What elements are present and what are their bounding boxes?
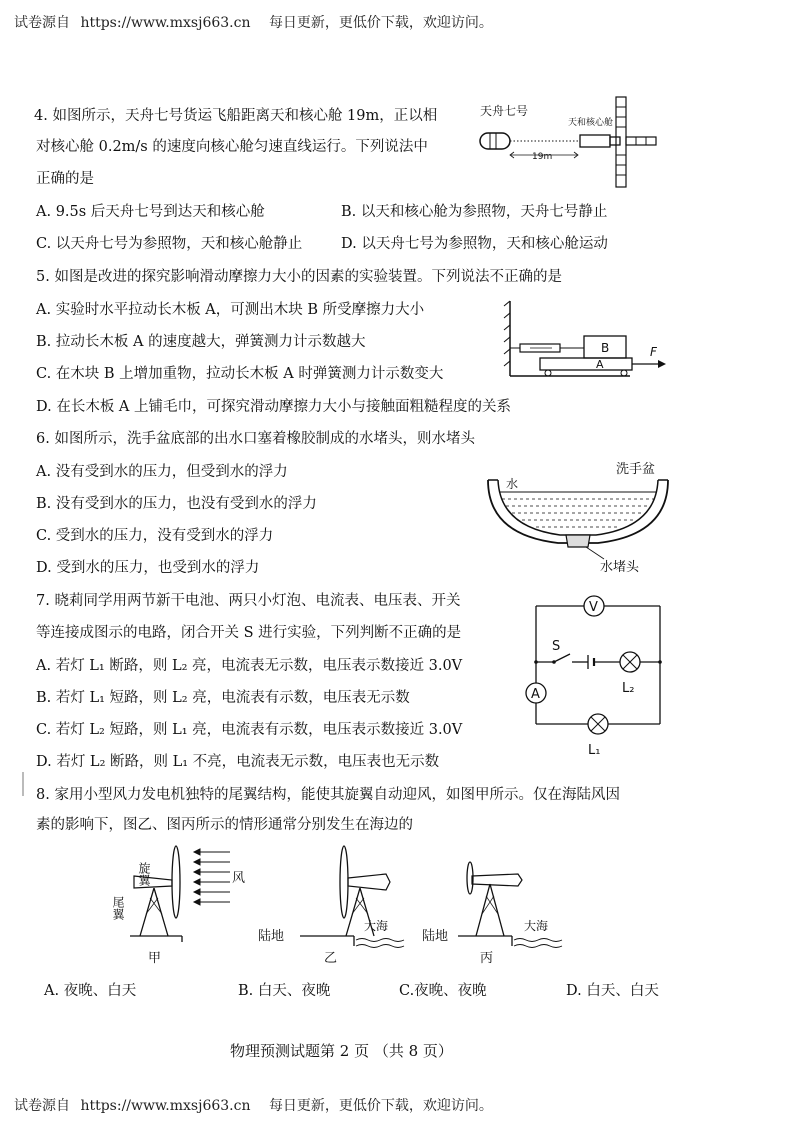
q5-option-a: A. 实验时水平拉动长木板 A，可测出木块 B 所受摩擦力大小 [36, 302, 425, 318]
q8-fig-label-wind: 风 [232, 871, 246, 886]
tianzhou-capsule [480, 133, 510, 149]
q6-option-b: B. 没有受到水的压力，也没有受到水的浮力 [36, 496, 317, 512]
q4-option-c: C. 以天舟七号为参照物，天和核心舱静止 [36, 236, 303, 252]
q6-fig-label-basin: 洗手盆 [616, 462, 656, 477]
q8-fig-label-sea-yi: 大海 [364, 919, 389, 933]
tianhe-module [580, 135, 610, 147]
q8-option-b: B. 白天、夜晚 [238, 983, 331, 999]
q8-line2: 素的影响下，图乙、图丙所示的情形通常分别发生在海边的 [36, 817, 413, 833]
q5-option-b: B. 拉动长木板 A 的速度越大，弹簧测力计示数越大 [36, 334, 366, 350]
bottom-watermark [14, 1095, 493, 1115]
margin-mark [22, 772, 24, 796]
page-footer-title: 物理预测试题第 2 页 （共 8 页） [230, 1042, 453, 1060]
q5-option-c: C. 在木块 B 上增加重物，拉动长木板 A 时弹簧测力计示数变大 [36, 366, 444, 382]
q8-fig-label-land-yi: 陆地 [258, 929, 285, 944]
q6-stem: 6. 如图所示，洗手盆底部的出水口塞着橡胶制成的水堵头，则水堵头 [36, 431, 475, 447]
q4-figure [470, 95, 670, 195]
q7-option-a: A. 若灯 L₁ 断路，则 L₂ 亮，电流表无示数，电压表示数接近 3.0V [36, 658, 463, 674]
q5-fig-label-a: A [596, 358, 604, 371]
watermark-source-bottom: 试卷源自 [14, 1098, 70, 1114]
board-a [540, 358, 632, 370]
q8-fig-label-tail: 尾翼 [111, 896, 125, 920]
q7-fig-label-l2: L₂ [622, 681, 635, 696]
q6-option-d: D. 受到水的压力，也受到水的浮力 [36, 560, 260, 576]
watermark-slogan: 每日更新，更低价下载，欢迎访问。 [268, 15, 493, 31]
q5-figure [500, 296, 670, 386]
q4-option-b: B. 以天和核心舱为参照物，天舟七号静止 [341, 204, 608, 220]
q8-option-d: D. 白天、白天 [566, 983, 659, 999]
q5-fig-label-f: F [650, 345, 657, 359]
q8-option-c: C.夜晚、夜晚 [399, 983, 487, 999]
q7-fig-label-s: S [552, 639, 561, 654]
q5-fig-label-b: B [601, 341, 610, 355]
watermark-source: 试卷源自 [14, 15, 70, 31]
q6-option-c: C. 受到水的压力，没有受到水的浮力 [36, 528, 274, 544]
q4-line2: 对核心舱 0.2m/s 的速度向核心舱匀速直线运行。下列说法中 [36, 139, 428, 155]
q7-fig-label-l1: L₁ [588, 743, 601, 758]
q8-option-a: A. 夜晚、白天 [44, 983, 137, 999]
q7-fig-label-a: A [531, 687, 540, 702]
q4-line3: 正确的是 [36, 171, 94, 187]
q7-option-c: C. 若灯 L₂ 短路，则 L₁ 亮，电流表有示数，电压表示数接近 3.0V [36, 722, 463, 738]
rotor-yi [340, 846, 348, 918]
q8-fig-label-yi: 乙 [324, 951, 338, 966]
q8-figure [110, 838, 590, 970]
watermark-slogan-bottom: 每日更新，更低价下载，欢迎访问。 [268, 1098, 493, 1114]
q7-fig-label-v: V [589, 600, 598, 615]
top-watermark [14, 12, 493, 32]
q7-option-b: B. 若灯 L₁ 短路，则 L₂ 亮，电流表有示数，电压表无示数 [36, 690, 410, 706]
q8-line1: 8. 家用小型风力发电机独特的尾翼结构，能使其旋翼自动迎风，如图甲所示。仅在海陆风因 [36, 787, 620, 803]
q8-fig-label-land-bing: 陆地 [422, 929, 449, 944]
q5-option-d: D. 在长木板 A 上铺毛巾，可探究滑动摩擦力大小与接触面粗糙程度的关系 [36, 399, 512, 415]
q8-fig-label-sea-bing: 大海 [524, 919, 549, 933]
q7-option-d: D. 若灯 L₂ 断路，则 L₁ 不亮，电流表无示数，电压表也无示数 [36, 754, 440, 770]
q4-option-d: D. 以天舟七号为参照物，天和核心舱运动 [341, 236, 608, 252]
q4-line1: 4. 如图所示，天舟七号货运飞船距离天和核心舱 19m，正以相 [34, 108, 438, 124]
q6-option-a: A. 没有受到水的压力，但受到水的浮力 [36, 464, 288, 480]
q4-option-a: A. 9.5s 后天舟七号到达天和核心舱 [36, 204, 265, 220]
q7-figure [516, 592, 676, 762]
q6-figure [478, 455, 678, 575]
q8-fig-label-jia: 甲 [148, 951, 162, 966]
q7-line2: 等连接成图示的电路，闭合开关 S 进行实验，下列判断不正确的是 [36, 625, 462, 641]
q7-line1: 7. 晓莉同学用两节新干电池、两只小灯泡、电流表、电压表、开关 [36, 593, 461, 609]
q6-fig-label-plug: 水堵头 [600, 560, 640, 575]
watermark-url-bottom[interactable]: https://www.mxsj663.cn [80, 1098, 251, 1114]
q6-fig-label-water: 水 [506, 477, 519, 491]
water-plug [566, 535, 590, 547]
q4-fig-label-tianzhou: 天舟七号 [480, 104, 529, 118]
q8-fig-label-bing: 丙 [480, 951, 494, 966]
solar-panel [616, 97, 626, 187]
q8-fig-label-rotor: 旋翼 [137, 862, 151, 886]
watermark-url[interactable]: https://www.mxsj663.cn [80, 15, 251, 31]
rotor-jia [172, 846, 180, 918]
q4-fig-label-tianhe: 天和核心舱 [568, 118, 614, 128]
q4-fig-label-distance: 19m [532, 152, 553, 162]
q5-stem: 5. 如图是改进的探究影响滑动摩擦力大小的因素的实验装置。下列说法不正确的是 [36, 269, 562, 285]
